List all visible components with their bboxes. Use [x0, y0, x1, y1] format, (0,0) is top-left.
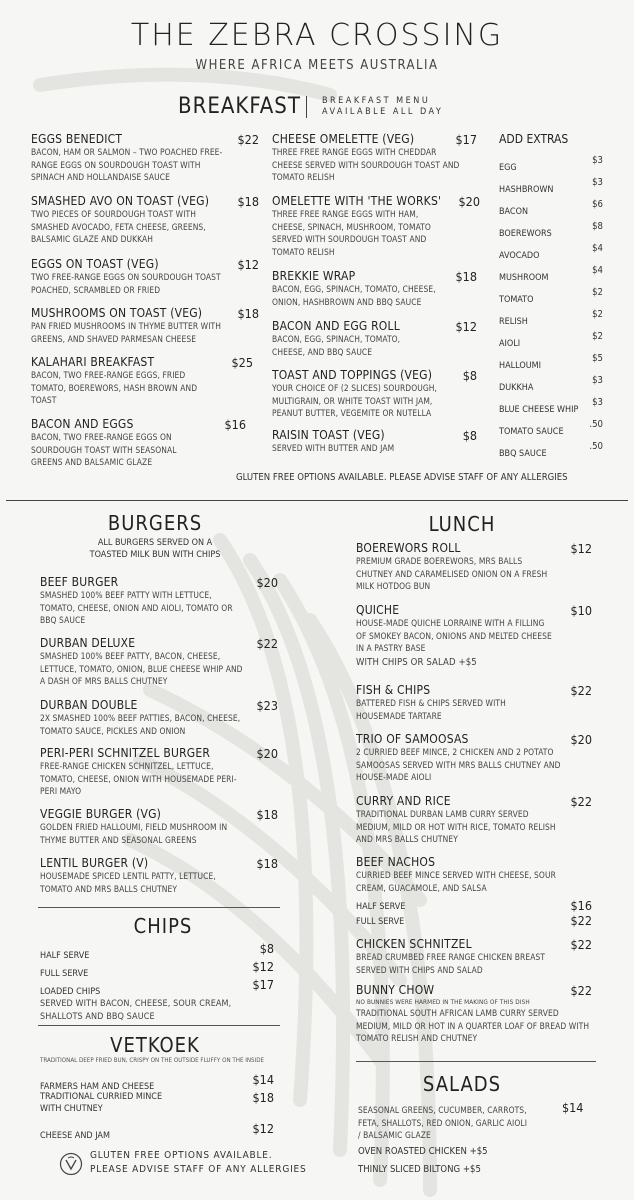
item-name: MUSHROOMS ON TOAST (VEG): [31, 306, 203, 320]
chips-divider: [38, 1025, 280, 1026]
item-price: $12: [237, 257, 259, 272]
section-divider: [6, 500, 628, 501]
extra-row: [499, 331, 603, 350]
item-description: BACON, TWO FREE-RANGE EGGS, FRIED TOMATO, BOEREWORS, HASH BROWN AND TOAST: [31, 370, 198, 406]
extra-price: $4: [592, 265, 603, 276]
item-description: TRADITIONAL DURBAN LAMB CURRY SERVED MEDIUM, MILD OR HOT WITH RICE, TOMATO RELISH AND MRS BALLS CHUTNEY: [356, 809, 556, 845]
item-price: $22: [570, 983, 592, 998]
menu-item: [40, 1074, 274, 1093]
menu-item: [40, 807, 278, 846]
breakfast-title: BREAKFAST: [178, 94, 301, 119]
item-price: $17: [455, 132, 477, 147]
item-description: THREE FREE RANGE EGGS WITH CHEDDAR CHEESE SERVED WITH SOURDOUGH TOAST AND TOMATO RELISH: [272, 147, 460, 183]
menu-item: [40, 1123, 274, 1142]
extra-price: $3: [592, 375, 603, 386]
extra-row: [499, 353, 603, 372]
item-description: 2X SMASHED 100% BEEF PATTIES, BACON, CHEESE, TOMATO SAUCE, PICKLES AND ONION: [40, 713, 241, 736]
extra-price: $3: [592, 155, 603, 166]
extra-name: EGG: [499, 163, 517, 173]
item-name-line-2: WITH CHUTNEY: [40, 1104, 103, 1114]
item-name: BOEREWORS ROLL: [356, 541, 461, 555]
menu-item: [40, 856, 278, 895]
item-name: BREKKIE WRAP: [272, 269, 356, 283]
menu-item: [40, 575, 278, 627]
menu-item: [40, 746, 278, 798]
item-name: DURBAN DELUXE: [40, 636, 136, 650]
extra-price: $8: [592, 221, 603, 232]
menu-item: [356, 794, 592, 846]
item-price: $8: [462, 368, 477, 383]
extra-row: [499, 397, 603, 416]
item-price: $12: [252, 1121, 274, 1136]
extra-row: [499, 265, 603, 284]
item-name: BACON AND EGGS: [31, 417, 134, 431]
extra-row: [499, 177, 603, 196]
menu-item: [31, 257, 259, 296]
menu-item: [272, 132, 477, 184]
item-description: BACON, EGG, SPINACH, TOMATO, CHEESE, AND BBQ SAUCE: [272, 334, 401, 357]
item-name: KALAHARI BREAKFAST: [31, 355, 155, 369]
item-description: SERVED WITH BUTTER AND JAM: [272, 443, 395, 453]
menu-item: [31, 306, 259, 345]
item-description: BACON, TWO FREE-RANGE EGGS ON SOURDOUGH TOAST WITH SEASONAL GREENS AND BALSAMIC GLAZE: [31, 432, 177, 468]
extra-name: MUSHROOM: [499, 273, 549, 283]
extra-name: AVOCADO: [499, 251, 540, 261]
item-price: $18: [237, 194, 259, 209]
salad-addon-biltong: THINLY SLICED BILTONG +$5: [358, 1164, 481, 1175]
extra-name: AIOLI: [499, 339, 521, 349]
menu-item: [40, 961, 274, 980]
menu-item: [272, 269, 477, 308]
item-description: SERVED WITH BACON, CHEESE, SOUR CREAM, SHALLOTS AND BBQ SAUCE: [40, 999, 232, 1022]
item-description: YOUR CHOICE OF (2 SLICES) SOURDOUGH, MULTIGRAIN, OR WHITE TOAST WITH JAM, PEANUT BUTTER, VEGEMITE OR NUTELLA: [272, 383, 438, 419]
item-name: DURBAN DOUBLE: [40, 698, 138, 712]
extra-row: [499, 441, 603, 460]
extra-price: $3: [592, 397, 603, 408]
item-price: $22: [237, 132, 259, 147]
vetkoek-note-2: PLEASE ADVISE STAFF OF ANY ALLERGIES: [90, 1164, 307, 1175]
extra-price: $2: [592, 287, 603, 298]
item-addon: WITH CHIPS OR SALAD +$5: [356, 656, 477, 668]
extra-row: [499, 375, 603, 394]
salad-addon-chicken: OVEN ROASTED CHICKEN +$5: [358, 1146, 488, 1157]
menu-item: [40, 943, 274, 962]
item-name: OMELETTE WITH 'THE WORKS': [272, 194, 442, 208]
item-price: $20: [458, 194, 480, 209]
menu-item: [40, 698, 278, 737]
item-description: TRADITIONAL SOUTH AFRICAN LAMB CURRY SERVED MEDIUM, MILD OR HOT IN A QUARTER LOAF OF BREAD WITH TOMATO RELISH AND CHUTNEY: [356, 1008, 590, 1044]
item-description: PREMIUM GRADE BOEREWORS, MRS BALLS CHUTNEY AND CARAMELISED ONION ON A FRESH MILK HOTDOG BUN: [356, 556, 548, 592]
menu-item: [356, 732, 592, 784]
lunch-divider: [356, 1061, 596, 1062]
extra-price: $5: [592, 353, 603, 364]
vetkoek-subtitle: TRADITIONAL DEEP FRIED BUN, CRISPY ON THE OUTSIDE FLUFFY ON THE INSIDE: [40, 1057, 265, 1064]
gluten-free-icon: [59, 1152, 83, 1176]
menu-item: [272, 319, 477, 358]
chips-title: CHIPS: [133, 914, 193, 938]
extra-name: HASHBROWN: [499, 185, 554, 195]
item-name: PERI-PERI SCHNITZEL BURGER: [40, 746, 211, 760]
item-price: $23: [256, 698, 278, 713]
extra-name: DUKKHA: [499, 383, 534, 393]
extra-row: [499, 243, 603, 262]
item-name: CHEESE OMELETTE (VEG): [272, 132, 415, 146]
item-description: HOUSEMADE SPICED LENTIL PATTY, LETTUCE, TOMATO AND MRS BALLS CHUTNEY: [40, 871, 216, 894]
item-price: $16: [224, 417, 246, 432]
item-name: RAISIN TOAST (VEG): [272, 428, 385, 442]
item-price: $18: [256, 807, 278, 822]
item-price: $12: [252, 959, 274, 974]
extra-name: TOMATO SAUCE: [499, 427, 564, 437]
item-description: THREE FREE RANGE EGGS WITH HAM, CHEESE, SPINACH, MUSHROOM, TOMATO SERVED WITH SOURDOUGH TOAST AND TOMATO RELISH: [272, 209, 431, 257]
item-name: FARMERS HAM AND CHEESE: [40, 1082, 155, 1092]
menu-item: [356, 937, 592, 976]
menu-item: [272, 428, 477, 455]
half-serve-price: $16: [570, 898, 592, 913]
burgers-subtitle-2: TOASTED MILK BUN WITH CHIPS: [89, 550, 221, 560]
item-name: FULL SERVE: [40, 969, 89, 979]
breakfast-allergy-note: GLUTEN FREE OPTIONS AVAILABLE. PLEASE ADVISE STAFF OF ANY ALLERGIES: [236, 472, 568, 483]
extra-price: $4: [592, 243, 603, 254]
menu-item: [31, 417, 246, 469]
item-description: BACON, EGG, SPINACH, TOMATO, CHEESE, ONION, HASHBROWN AND BBQ SAUCE: [272, 284, 436, 307]
item-description: BREAD CRUMBED FREE RANGE CHICKEN BREAST SERVED WITH CHIPS AND SALAD: [356, 952, 546, 975]
item-note: NO BUNNIES WERE HARMED IN THE MAKING OF THIS DISH: [356, 998, 530, 1006]
item-price: $22: [570, 683, 592, 698]
item-description: TWO PIECES OF SOURDOUGH TOAST WITH SMASHED AVOCADO, FETA CHEESE, GREENS, BALSAMIC GLAZE AND DUKKAH: [31, 209, 206, 245]
extra-name: HALLOUMI: [499, 361, 541, 371]
menu-item: [31, 132, 259, 184]
item-price: $22: [570, 794, 592, 809]
item-price: $8: [259, 941, 274, 956]
extra-price: .50: [589, 441, 603, 452]
extra-row: [499, 221, 603, 240]
item-price: $8: [462, 428, 477, 443]
item-price: $12: [455, 319, 477, 334]
extra-row: [499, 287, 603, 306]
burgers-title: BURGERS: [107, 511, 203, 535]
menu-item: [31, 194, 259, 246]
menu-item: [272, 368, 477, 420]
menu-item: [31, 355, 253, 407]
item-description: BATTERED FISH & CHIPS SERVED WITH HOUSEMADE TARTARE: [356, 698, 506, 721]
item-description: CURRIED BEEF MINCE SERVED WITH CHEESE, SOUR CREAM, GUACAMOLE, AND SALSA: [356, 870, 556, 893]
item-description: BACON, HAM OR SALMON – TWO POACHED FREE-RANGE EGGS ON SOURDOUGH TOAST WITH SPINACH AND HOLLANDAISE SAUCE: [31, 147, 223, 183]
extra-row: [499, 309, 603, 328]
extra-name: BLUE CHEESE WHIP: [499, 405, 579, 415]
item-name: LOADED CHIPS: [40, 987, 101, 997]
item-name: CURRY AND RICE: [356, 794, 451, 808]
item-price: $10: [570, 603, 592, 618]
item-price: $20: [570, 732, 592, 747]
full-serve-price: $22: [570, 913, 592, 928]
menu-item: [356, 683, 592, 722]
item-price: $25: [231, 355, 253, 370]
salad-price: $14: [562, 1100, 584, 1115]
extra-price: $6: [592, 199, 603, 210]
item-name: LENTIL BURGER (V): [40, 856, 149, 870]
item-price: $18: [252, 1090, 274, 1105]
extra-name: TOMATO: [499, 295, 534, 305]
full-serve-label: FULL SERVE: [356, 917, 405, 927]
item-description: SMASHED 100% BEEF PATTY WITH LETTUCE, TOMATO, CHEESE, ONION AND AIOLI, TOMATO OR BBQ SAUCE: [40, 590, 233, 626]
restaurant-title: THE ZEBRA CROSSING: [130, 18, 504, 53]
item-price: $20: [256, 575, 278, 590]
breakfast-divider: [306, 96, 307, 118]
item-name: TRADITIONAL CURRIED MINCE: [40, 1092, 163, 1102]
lunch-title: LUNCH: [428, 512, 496, 536]
vetkoek-note-1: GLUTEN FREE OPTIONS AVAILABLE.: [90, 1150, 273, 1161]
burgers-divider: [38, 907, 280, 908]
extra-row: [499, 199, 603, 218]
extra-name: BBQ SAUCE: [499, 449, 547, 459]
salad-description: SEASONAL GREENS, CUCUMBER, CARROTS, FETA, SHALLOTS, RED ONION, GARLIC AIOLI / BALSAMIC GLAZE: [358, 1105, 528, 1141]
extra-name: RELISH: [499, 317, 528, 327]
menu-item: [356, 983, 592, 1045]
salads-title: SALADS: [422, 1072, 502, 1096]
item-name: CHEESE AND JAM: [40, 1131, 110, 1141]
item-description: SMASHED 100% BEEF PATTY, BACON, CHEESE, LETTUCE, TOMATO, ONION, BLUE CHEESE WHIP AND A DASH OF MRS BALLS CHUTNEY: [40, 651, 243, 687]
menu-item: [356, 603, 592, 669]
menu-item: [356, 855, 592, 928]
item-name: EGGS ON TOAST (VEG): [31, 257, 159, 271]
extra-price: .50: [589, 419, 603, 430]
item-name: EGGS BENEDICT: [31, 132, 123, 146]
burgers-subtitle-1: ALL BURGERS SERVED ON A: [97, 538, 213, 548]
item-name: FISH & CHIPS: [356, 683, 431, 697]
breakfast-tagline-2: AVAILABLE ALL DAY: [322, 107, 444, 117]
item-name: BACON AND EGG ROLL: [272, 319, 400, 333]
menu-item: [40, 1092, 274, 1114]
item-price: $22: [570, 937, 592, 952]
extra-row: [499, 419, 603, 438]
restaurant-subtitle: WHERE AFRICA MEETS AUSTRALIA: [195, 58, 439, 73]
vetkoek-title: VETKOEK: [110, 1033, 200, 1057]
item-name: TOAST AND TOPPINGS (VEG): [272, 368, 433, 382]
extra-row: [499, 155, 603, 174]
item-price: $14: [252, 1072, 274, 1087]
item-description: HOUSE-MADE QUICHE LORRAINE WITH A FILLING OF SMOKEY BACON, ONIONS AND MELTED CHEESE IN A PASTRY BASE: [356, 618, 552, 654]
item-name: CHICKEN SCHNITZEL: [356, 937, 472, 951]
breakfast-tagline-1: BREAKFAST MENU: [322, 96, 431, 106]
item-name: HALF SERVE: [40, 951, 90, 961]
extra-name: BOEREWORS: [499, 229, 552, 239]
item-price: $18: [455, 269, 477, 284]
item-name: BEEF BURGER: [40, 575, 119, 589]
item-description: 2 CURRIED BEEF MINCE, 2 CHICKEN AND 2 POTATO SAMOOSAS SERVED WITH MRS BALLS CHUTNEY AND HOUSE-MADE AIOLI: [356, 747, 561, 783]
item-name: TRIO OF SAMOOSAS: [356, 732, 469, 746]
item-price: $12: [570, 541, 592, 556]
item-price: $18: [256, 856, 278, 871]
item-name: SMASHED AVO ON TOAST (VEG): [31, 194, 210, 208]
menu-item: [40, 979, 274, 1023]
item-name: QUICHE: [356, 603, 400, 617]
extra-price: $3: [592, 177, 603, 188]
menu-item: [356, 541, 592, 593]
extra-price: $2: [592, 331, 603, 342]
item-name: BUNNY CHOW: [356, 983, 435, 997]
menu-item: [40, 636, 278, 688]
item-price: $20: [256, 746, 278, 761]
item-description: TWO FREE-RANGE EGGS ON SOURDOUGH TOAST POACHED, SCRAMBLED OR FRIED: [31, 272, 221, 295]
extra-name: BACON: [499, 207, 529, 217]
item-price: $22: [256, 636, 278, 651]
extra-price: $2: [592, 309, 603, 320]
menu-item: [272, 194, 480, 258]
item-description: FREE-RANGE CHICKEN SCHNITZEL, LETTUCE, TOMATO, CHEESE, ONION WITH HOUSEMADE PERI-PERI MAYO: [40, 761, 237, 797]
item-name: BEEF NACHOS: [356, 855, 436, 869]
item-description: PAN FRIED MUSHROOMS IN THYME BUTTER WITH GREENS, AND SHAVED PARMESAN CHEESE: [31, 321, 222, 344]
half-serve-label: HALF SERVE: [356, 902, 406, 912]
item-price: $17: [252, 977, 274, 992]
item-name: VEGGIE BURGER (VG): [40, 807, 162, 821]
item-description: GOLDEN FRIED HALLOUMI, FIELD MUSHROOM IN THYME BUTTER AND SEASONAL GREENS: [40, 822, 228, 845]
extras-title: ADD EXTRAS: [499, 132, 569, 146]
item-price: $18: [237, 306, 259, 321]
